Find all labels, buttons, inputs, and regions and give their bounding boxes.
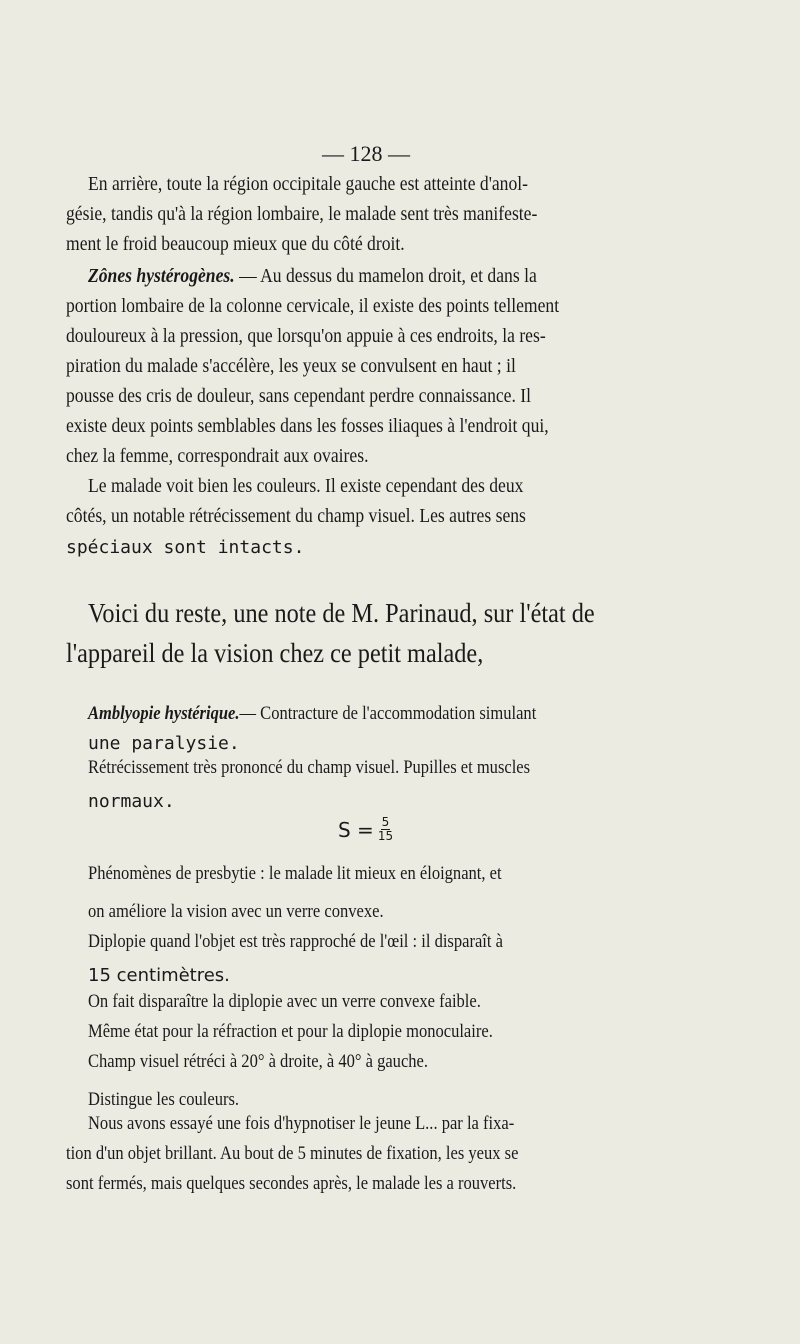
text-line: tion d'un objet brillant. Au bout de 5 minutes de fixation, les yeux se bbox=[66, 1143, 519, 1164]
text-line: Distingue les couleurs. bbox=[88, 1089, 240, 1110]
text-line: gésie, tandis qu'à la région lombaire, le malade sent très manifeste- bbox=[66, 203, 538, 225]
text-line: piration du malade s'accélère, les yeux se convulsent en haut ; il bbox=[66, 355, 516, 377]
text-line: portion lombaire de la colonne cervicale, il existe des points tellement bbox=[66, 295, 560, 317]
formula bbox=[338, 816, 393, 843]
section-heading: Amblyopie hystérique. bbox=[88, 703, 240, 724]
text-line: pousse des cris de douleur, sans cependant perdre connaissance. Il bbox=[66, 385, 532, 407]
text-line: Diplopie quand l'objet est très rapproché de l'œil : il disparaît à bbox=[88, 931, 503, 952]
text-line: Phénomènes de presbytie : le malade lit mieux en éloignant, et bbox=[88, 863, 502, 884]
text-line: normaux. bbox=[88, 791, 175, 812]
text-line: douloureux à la pression, que lorsqu'on appuie à ces endroits, la res- bbox=[66, 325, 546, 347]
text-line: En arrière, toute la région occipitale gauche est atteinte d'anol- bbox=[88, 173, 529, 195]
text-line: Rétrécissement très prononcé du champ visuel. Pupilles et muscles bbox=[88, 757, 531, 778]
text-line: 15 centimètres. bbox=[88, 965, 230, 986]
section-heading: Zônes hystérogènes. bbox=[88, 265, 235, 287]
text-line: On fait disparaître la diplopie avec un verre convexe faible. bbox=[88, 991, 481, 1012]
text-line: côtés, un notable rétrécissement du champ visuel. Les autres sens bbox=[66, 505, 526, 527]
text-line: Champ visuel rétréci à 20° à droite, à 40° à gauche. bbox=[88, 1051, 429, 1072]
text-line: chez la femme, correspondrait aux ovaires. bbox=[66, 445, 369, 467]
text-line: une paralysie. bbox=[88, 733, 240, 754]
formula-denominator: 15 bbox=[377, 829, 394, 843]
text-line: Même état pour la réfraction et pour la diplopie monoculaire. bbox=[88, 1021, 493, 1042]
text-line: on améliore la vision avec un verre convexe. bbox=[88, 901, 384, 922]
formula-lhs: S = bbox=[338, 817, 374, 842]
text-line: Nous avons essayé une fois d'hypnotiser le jeune L... par la fixa- bbox=[88, 1113, 515, 1134]
paragraph-line bbox=[88, 264, 537, 288]
text-line: spéciaux sont intacts. bbox=[66, 537, 305, 558]
text-line: — Contracture de l'accommodation simulant bbox=[239, 703, 537, 724]
text-line: sont fermés, mais quelques secondes après, le malade les a rouverts. bbox=[66, 1173, 517, 1194]
paragraph-line bbox=[88, 702, 536, 726]
text-line: Le malade voit bien les couleurs. Il existe cependant des deux bbox=[88, 475, 524, 497]
text-line: — Au dessus du mamelon droit, et dans la bbox=[239, 265, 537, 287]
formula-fraction bbox=[378, 816, 393, 843]
text-line: ment le froid beaucoup mieux que du côté droit. bbox=[66, 233, 405, 255]
text-line: Voici du reste, une note de M. Parinaud, sur l'état de bbox=[88, 598, 595, 628]
page-number: — 128 — bbox=[322, 141, 410, 166]
formula-numerator: 5 bbox=[381, 815, 390, 829]
text-line: existe deux points semblables dans les fosses iliaques à l'endroit qui, bbox=[66, 415, 549, 437]
text-line: l'appareil de la vision chez ce petit malade, bbox=[66, 638, 484, 668]
